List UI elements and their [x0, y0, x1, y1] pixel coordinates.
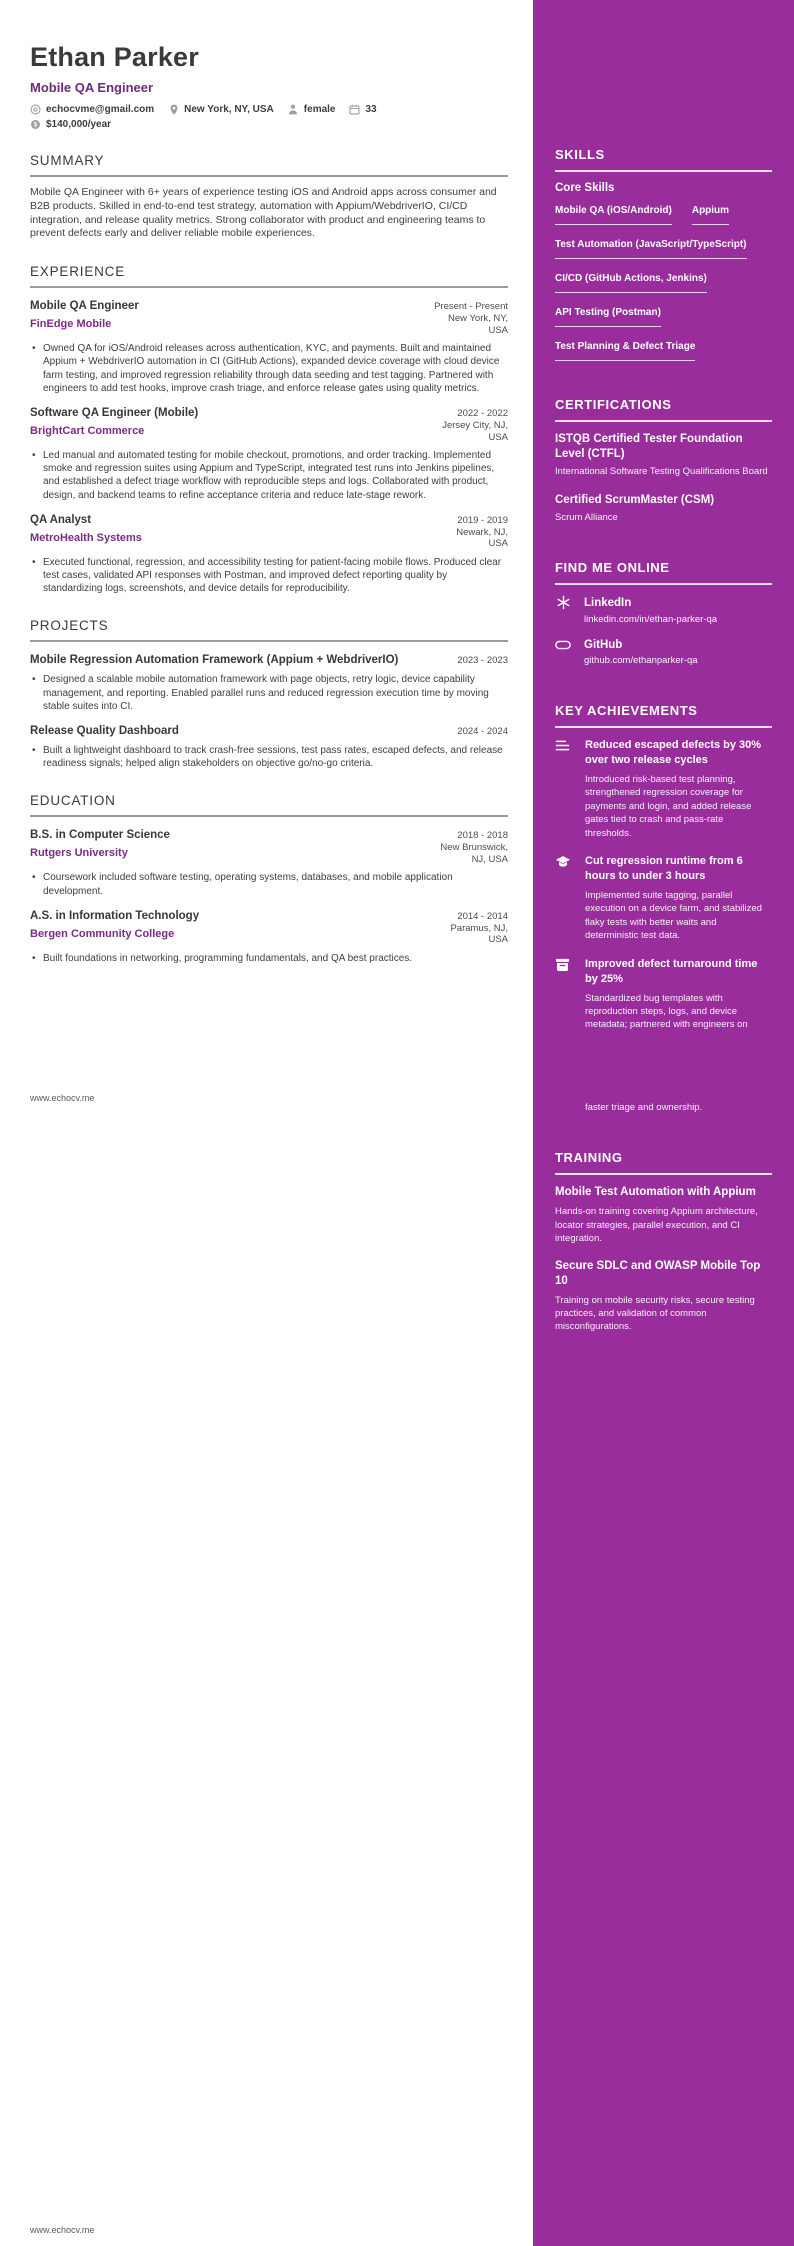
achievement-item [555, 957, 772, 1115]
achievement-title: Cut regression runtime from 6 hours to under 3 hours [585, 855, 743, 883]
education-dates: 2018 - 2018 [457, 830, 508, 842]
contact-gender-text: female [303, 104, 336, 115]
training-title: Mobile Test Automation with Appium [555, 1186, 756, 1199]
job-bullet: • Executed functional, regression, and accessibility testing for patient-facing mobile flows. Produced clear test cases, validated API responses with Postman, and improved defect reporting quality by standardizing logs, screenshots, and device details for reproducibility. [30, 556, 508, 596]
education-heading: EDUCATION [30, 793, 508, 817]
certification-issuer: Scrum Alliance [555, 511, 618, 523]
certifications-heading: CERTIFICATIONS [555, 397, 772, 422]
find-me-online-heading: FIND ME ONLINE [555, 560, 772, 585]
list-icon [555, 738, 573, 840]
achievement-item [555, 854, 772, 943]
contact-row-1 [30, 104, 508, 115]
school-location: Paramus, NJ, USA [450, 922, 508, 946]
certifications-section [555, 397, 772, 524]
job-company: MetroHealth Systems [30, 531, 142, 544]
training-section [555, 1150, 772, 1333]
contact-age-text: 33 [365, 104, 377, 115]
page-footer-url[interactable]: www.echocv.me [30, 1093, 95, 1103]
contact-location-text: New York, NY, USA [184, 104, 274, 115]
school-name: Bergen Community College [30, 927, 175, 940]
project-entry [30, 724, 508, 770]
project-dates: 2024 - 2024 [457, 726, 508, 738]
project-dates: 2023 - 2023 [457, 655, 508, 667]
job-dates: 2022 - 2022 [457, 408, 508, 419]
education-bullet: • Built foundations in networking, programming fundamentals, and QA best practices. [30, 952, 508, 965]
training-item [555, 1185, 772, 1245]
graduation-cap-icon [555, 854, 573, 943]
project-title: Mobile Regression Automation Framework (Appium + WebdriverIO) [30, 654, 399, 667]
experience-heading: EXPERIENCE [30, 264, 508, 288]
person-icon [288, 104, 299, 115]
summary-section [30, 153, 508, 241]
online-profile [555, 639, 772, 668]
experience-entry [30, 513, 508, 596]
linkedin-icon [555, 595, 571, 610]
contact-salary [30, 119, 111, 130]
job-title: Software QA Engineer (Mobile) [30, 407, 199, 419]
job-bullet: • Led manual and automated testing for mobile checkout, promotions, and order tracking. Implemented smoke and regression suites using Appium and TypeScript, integrated test runs into Jenkins pipelines, and established a defect triage workflow with reproducible steps and logs. Collaborated with product, design, and backend teams to refine acceptance criteria and reduce late-stage rework. [30, 449, 508, 502]
location-icon [168, 104, 179, 115]
summary-heading: SUMMARY [30, 153, 508, 177]
job-dates: Present - Present [434, 301, 508, 313]
skill-item: API Testing (Postman) [555, 306, 661, 327]
education-entry [30, 909, 508, 965]
skill-item: CI/CD (GitHub Actions, Jenkins) [555, 272, 707, 293]
github-icon [555, 640, 571, 650]
calendar-icon [349, 104, 360, 115]
skills-group-title: Core Skills [555, 182, 615, 194]
certification-title: ISTQB Certified Tester Foundation Level (CTFL) [555, 433, 743, 460]
training-item [555, 1259, 772, 1334]
online-link[interactable]: github.com/ethanparker-qa [584, 654, 698, 666]
skill-list [555, 204, 772, 361]
online-profile [555, 595, 772, 627]
skill-item: Mobile QA (iOS/Android) [555, 204, 672, 225]
achievement-desc-continued: faster triage and ownership. [585, 1101, 703, 1113]
achievement-title: Improved defect turnaround time by 25% [585, 957, 758, 985]
experience-entry [30, 299, 508, 395]
find-me-online-section [555, 560, 772, 667]
contact-location [168, 104, 274, 115]
job-company: FinEdge Mobile [30, 318, 112, 331]
contact-email-text[interactable]: echocvme@gmail.com [46, 104, 155, 115]
dollar-icon [30, 119, 41, 130]
candidate-job-title: Mobile QA Engineer [30, 80, 154, 95]
project-title: Release Quality Dashboard [30, 725, 179, 738]
achievement-title: Reduced escaped defects by 30% over two release cycles [585, 739, 762, 766]
degree-title: B.S. in Computer Science [30, 829, 170, 842]
svg-text:$: $ [33, 121, 38, 129]
candidate-name: Ethan Parker [30, 42, 199, 72]
education-section [30, 793, 508, 965]
page-footer-url[interactable]: www.echocv.me [30, 2225, 95, 2235]
degree-title: A.S. in Information Technology [30, 909, 200, 922]
skill-item: Test Automation (JavaScript/TypeScript) [555, 238, 747, 259]
certification-issuer: International Software Testing Qualifications Board [555, 466, 768, 477]
skill-item: Test Planning & Defect Triage [555, 340, 695, 361]
resume-header [30, 42, 508, 130]
contact-gender [288, 104, 336, 115]
achievement-desc: Standardized bug templates with reproduction steps, logs, and device metadata; partnered with engineers on [585, 992, 748, 1031]
experience-entry [30, 406, 508, 502]
education-entry [30, 828, 508, 897]
training-heading: TRAINING [555, 1150, 772, 1175]
job-title: QA Analyst [30, 513, 92, 526]
contact-salary-text: $140,000/year [46, 119, 112, 130]
skill-item: Appium [692, 204, 729, 225]
job-bullet: • Owned QA for iOS/Android releases across authentication, KYC, and payments. Built and maintained Appium + WebdriverIO automation in CI (GitHub Actions), expanded device coverage with cloud device farm testing, and improved regression reliability through data seeding and test tagging. Partnered with engineers to add test hooks, improve crash triage, and enforce release gates using quality metrics. [30, 342, 508, 395]
project-bullet: • Built a lightweight dashboard to track crash-free sessions, test pass rates, escaped defects, and release readiness signals; helped align stakeholders on objective go/no-go criteria. [30, 744, 508, 770]
training-desc: Hands-on training covering Appium architecture, locator strategies, parallel execution, and CI integration. [555, 1206, 758, 1245]
online-link[interactable]: linkedin.com/in/ethan-parker-qa [584, 614, 718, 625]
projects-section [30, 618, 508, 770]
job-title: Mobile QA Engineer [30, 300, 139, 313]
training-desc: Training on mobile security risks, secure testing practices, and validation of common misconfigurations. [555, 1294, 755, 1333]
contact-email [30, 104, 154, 115]
job-dates: 2019 - 2019 [457, 514, 508, 526]
achievement-desc: Introduced risk-based test planning, strengthened regression coverage for payments and login, and added release gates tied to crash and pass-rate thresholds. [585, 774, 752, 839]
achievement-item [555, 738, 772, 840]
summary-text: Mobile QA Engineer with 6+ years of experience testing iOS and Android apps across consumer and B2B products. Skilled in end-to-end test strategy, automation with Appium/WebdriverIO, CI/CD integration, and release quality metrics. Strong collaborator with product and engineering teams to prevent defects early and deliver reliable mobile experiences. [30, 186, 497, 240]
experience-section [30, 264, 508, 595]
archive-icon [555, 957, 573, 1115]
certification-item [555, 432, 772, 479]
project-bullet: • Designed a scalable mobile automation framework with page objects, retry logic, device capability management, and reporting. Enabled parallel runs and reduced regression execution time by moving stable suites into CI. [30, 673, 508, 713]
project-entry [30, 653, 508, 713]
education-bullet: • Coursework included software testing, operating systems, databases, and mobile application development. [30, 871, 508, 897]
education-dates: 2014 - 2014 [457, 910, 508, 922]
page-break-gap [585, 1032, 772, 1096]
key-achievements-section [555, 703, 772, 1114]
training-title: Secure SDLC and OWASP Mobile Top 10 [555, 1259, 761, 1287]
online-label: LinkedIn [584, 596, 632, 609]
job-location: Jersey City, NJ, USA [442, 420, 508, 443]
contact-row-2 [30, 119, 508, 130]
key-achievements-heading: KEY ACHIEVEMENTS [555, 703, 772, 728]
certification-title: Certified ScrumMaster (CSM) [555, 493, 715, 506]
job-company: BrightCart Commerce [30, 425, 145, 437]
job-location: Newark, NJ, USA [456, 526, 508, 550]
online-label: GitHub [584, 638, 623, 651]
at-icon [30, 104, 41, 115]
achievement-desc: Implemented suite tagging, parallel execution on a device farm, and stabilized flaky tests with better waits and deterministic test data. [585, 890, 762, 942]
sidebar [533, 0, 794, 2246]
certification-item [555, 493, 772, 525]
school-name: Rutgers University [30, 847, 128, 860]
skills-section [555, 147, 772, 361]
school-location: New Brunswick, NJ, USA [440, 842, 508, 865]
skills-heading: SKILLS [555, 147, 772, 172]
job-location: New York, NY, USA [447, 313, 508, 336]
contact-age [349, 104, 376, 115]
projects-heading: PROJECTS [30, 618, 508, 642]
